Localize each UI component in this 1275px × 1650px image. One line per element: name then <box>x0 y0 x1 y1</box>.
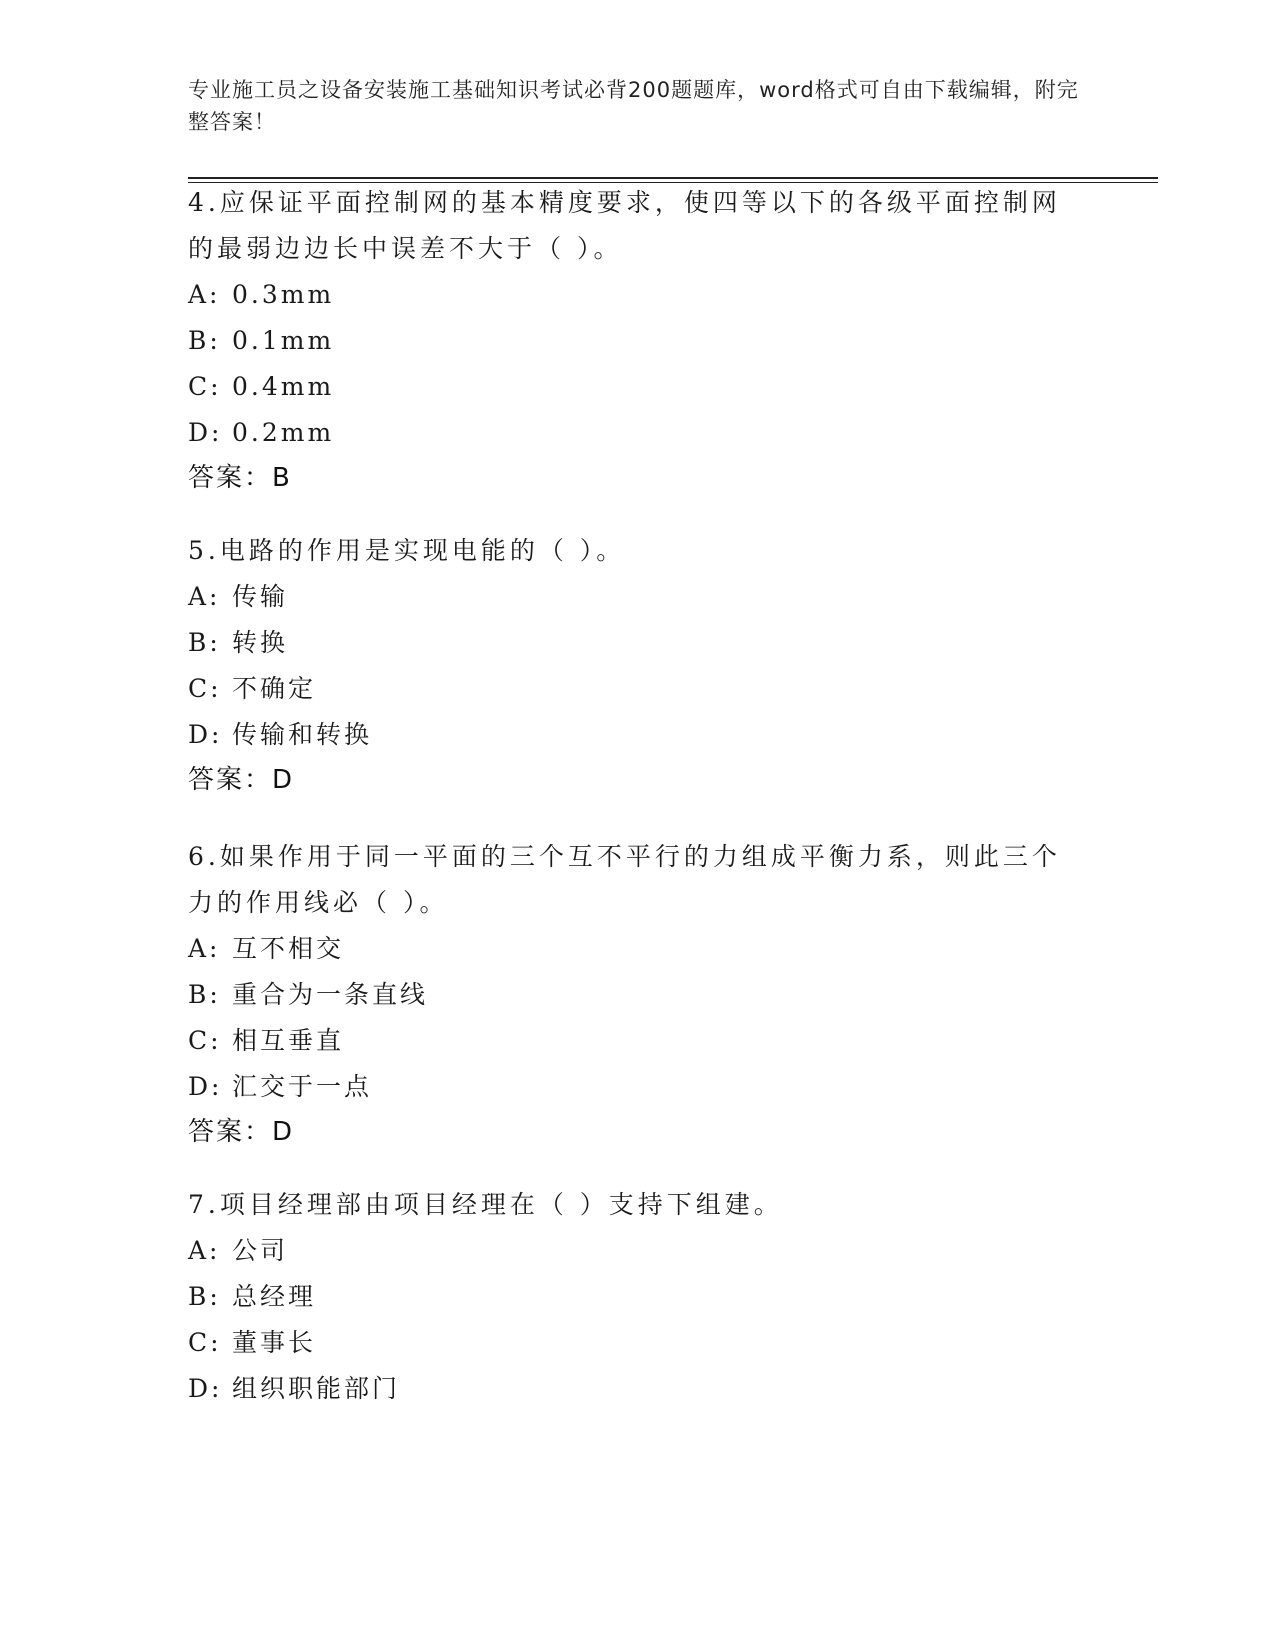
option-key: B: <box>188 326 221 355</box>
question-6 <box>188 834 1088 1154</box>
option-c <box>188 1018 1088 1064</box>
option-key: B: <box>188 1282 221 1311</box>
answer-label: 答案：B <box>188 463 292 493</box>
option-b <box>188 620 1088 666</box>
question-stem: 6.如果作用于同一平面的三个互不平行的力组成平衡力系，则此三个力的作用线必（ ）。 <box>188 842 1061 917</box>
option-key: D: <box>188 1374 223 1403</box>
answer-label: 答案：D <box>188 765 295 795</box>
option-key: B: <box>188 980 221 1009</box>
option-d <box>188 1064 1088 1110</box>
option-key: A: <box>188 1236 221 1265</box>
option-text: 0.2mm <box>232 418 335 447</box>
question-5 <box>188 528 1088 802</box>
answer-label: 答案：D <box>188 1117 295 1147</box>
option-d <box>188 1366 1088 1412</box>
option-key: D: <box>188 1072 223 1101</box>
question-stem: 5.电路的作用是实现电能的（ ）。 <box>188 536 626 565</box>
option-c <box>188 364 1088 410</box>
question-7 <box>188 1182 1088 1412</box>
option-key: C: <box>188 1328 222 1357</box>
document-header: 专业施工员之设备安装施工基础知识考试必背200题题库，word格式可自由下载编辑，附完整答案！ <box>188 78 1079 134</box>
option-text: 转换 <box>232 628 289 657</box>
option-a <box>188 574 1088 620</box>
question-stem: 7.项目经理部由项目经理在（ ）支持下组建。 <box>188 1190 783 1219</box>
option-a <box>188 272 1088 318</box>
option-text: 汇交于一点 <box>232 1072 373 1101</box>
option-text: 总经理 <box>232 1282 317 1311</box>
option-text: 相互垂直 <box>232 1026 345 1055</box>
option-text: 传输 <box>232 582 289 611</box>
option-key: C: <box>188 372 222 401</box>
option-key: D: <box>188 720 223 749</box>
option-key: A: <box>188 582 221 611</box>
option-key: D: <box>188 418 223 447</box>
option-text: 0.4mm <box>232 372 335 401</box>
header-divider-thick <box>188 177 1158 179</box>
question-stem: 4.应保证平面控制网的基本精度要求，使四等以下的各级平面控制网的最弱边边长中误差不大于（ ）。 <box>188 188 1061 263</box>
option-text: 0.1mm <box>232 326 335 355</box>
option-text: 互不相交 <box>232 934 345 963</box>
option-c <box>188 1320 1088 1366</box>
option-key: C: <box>188 1026 222 1055</box>
option-text: 0.3mm <box>232 280 335 309</box>
option-text: 传输和转换 <box>232 720 373 749</box>
option-key: C: <box>188 674 222 703</box>
option-d <box>188 410 1088 456</box>
option-text: 组织职能部门 <box>232 1374 401 1403</box>
option-text: 不确定 <box>232 674 317 703</box>
option-d <box>188 712 1088 758</box>
option-b <box>188 1274 1088 1320</box>
question-4 <box>188 180 1088 500</box>
option-a <box>188 1228 1088 1274</box>
option-b <box>188 972 1088 1018</box>
option-key: A: <box>188 280 221 309</box>
option-key: B: <box>188 628 221 657</box>
option-c <box>188 666 1088 712</box>
option-text: 董事长 <box>232 1328 317 1357</box>
option-a <box>188 926 1088 972</box>
option-b <box>188 318 1088 364</box>
option-key: A: <box>188 934 221 963</box>
option-text: 公司 <box>232 1236 289 1265</box>
option-text: 重合为一条直线 <box>232 980 429 1009</box>
